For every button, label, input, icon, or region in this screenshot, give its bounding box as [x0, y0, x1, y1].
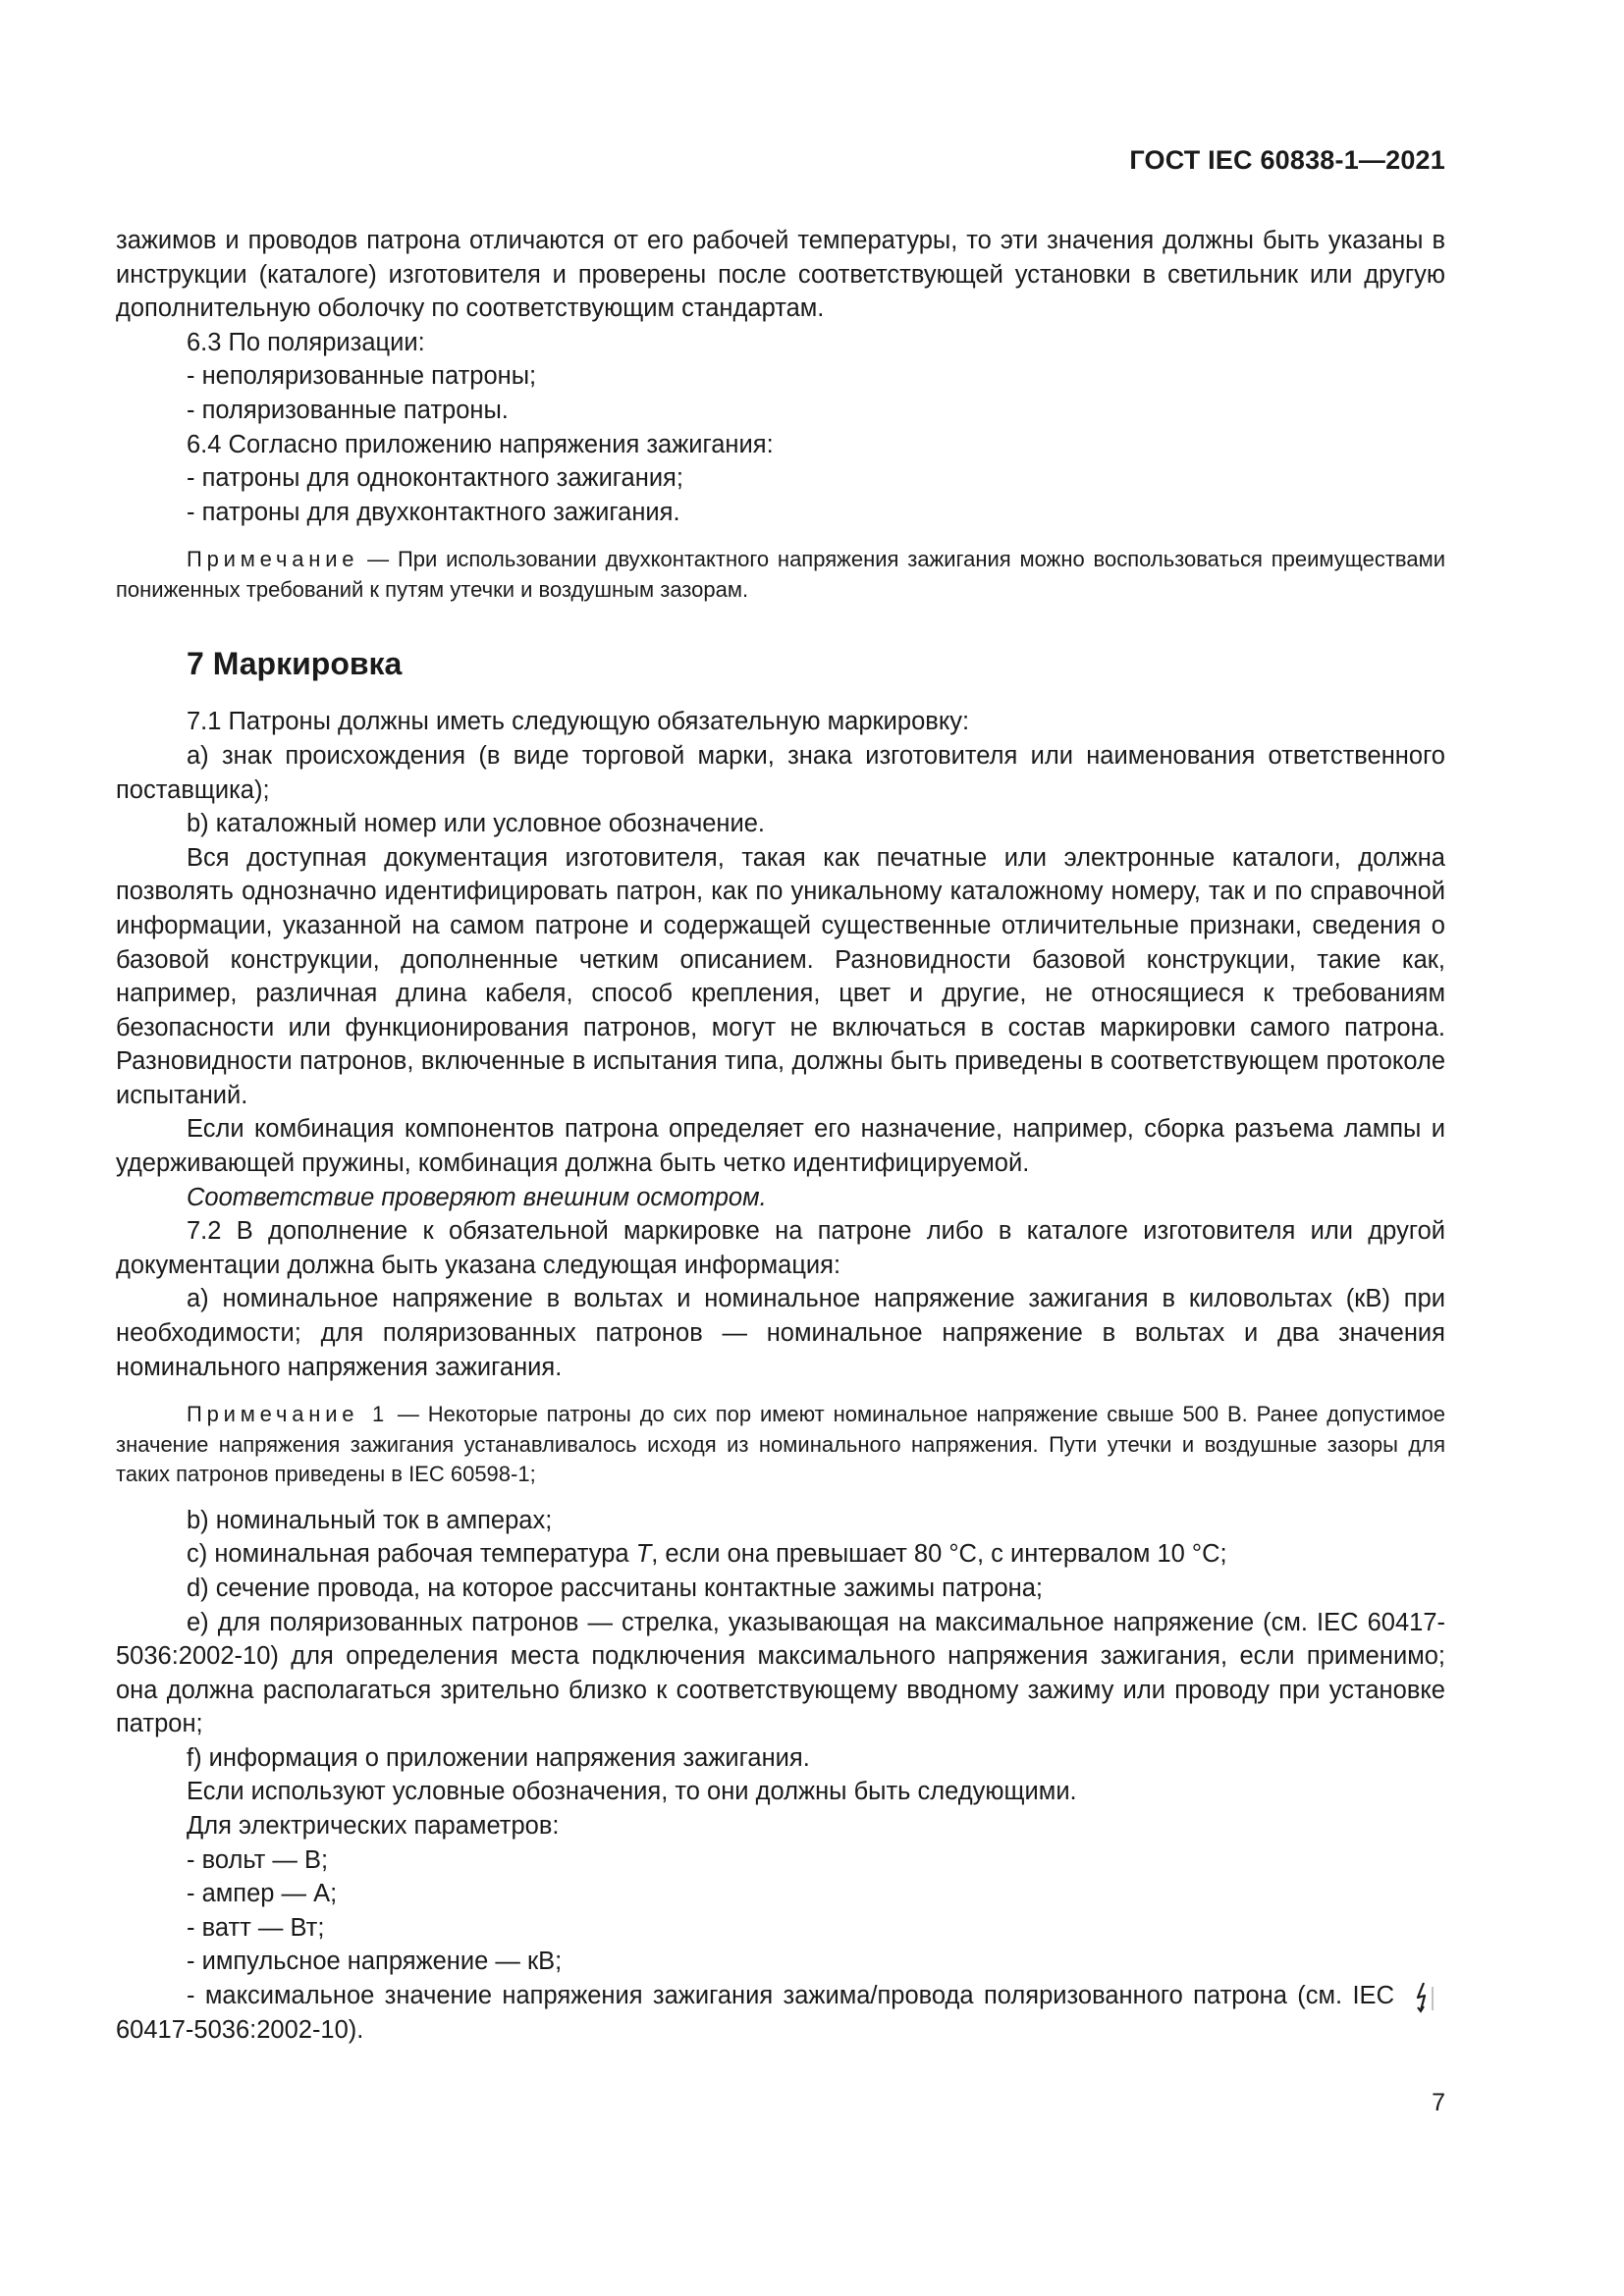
- list-item: - вольт — В;: [187, 1845, 329, 1874]
- list-item: - максимальное значение напряжения зажигания зажима/провода поляризованного патрона (см. IEC 60417-5036:2002-10).: [116, 1982, 1394, 2044]
- note-text: — Некоторые патроны до сих пор имеют номинальное напряжение свыше 500 В. Ранее допустимое значение напряжения зажигания устанавливалось исходя из номинального напряжения. Пути утечки и воздушные зазоры для таких патронов приведены в IEC 60598-1;: [116, 1402, 1445, 1487]
- clause-7-2: 7.2 В дополнение к обязательной маркировке на патроне либо в каталоге изготовителя или другой документации должна быть указана следующая информация:: [116, 1217, 1445, 1279]
- clause-6-4: 6.4 Согласно приложению напряжения зажигания:: [187, 430, 774, 458]
- list-item: - неполяризованные патроны;: [187, 362, 537, 391]
- paragraph-documentation: Вся доступная документация изготовителя, такая как печатные или электронные каталоги, должна позволять однозначно идентифицировать патрон, как по уникальному каталожному номеру, так и по справочной информации, указанной на самом патроне и содержащей существенные отличительные признаки, сведения о базовой конструкции, дополненные четким описанием. Разновидности базовой конструкции, такие как, например, различная длина кабеля, способ крепления, цвет и другие, не относящиеся к требованиям безопасности или функционирования патронов, могут не включаться в состав маркировки самого патрона. Разновидности патронов, включенные в испытания типа, должны быть приведены в соответствующем протоколе испытаний.: [116, 843, 1445, 1109]
- list-item: b) каталожный номер или условное обозначение.: [187, 810, 766, 838]
- paragraph-symbols: Если используют условные обозначения, то они должны быть следующими.: [187, 1778, 1077, 1806]
- section-heading-7: 7 Маркировка: [187, 646, 403, 682]
- list-item: c) номинальная рабочая температура T, если она превышает 80 °C, с интервалом 10 °C;: [187, 1540, 1227, 1569]
- list-item: - ампер — А;: [187, 1880, 338, 1908]
- list-item: d) сечение провода, на которое рассчитаны контактные зажимы патрона;: [187, 1574, 1044, 1602]
- list-item: b) номинальный ток в амперах;: [187, 1506, 553, 1534]
- paragraph-intro: зажимов и проводов патрона отличаются от его рабочей температуры, то эти значения должны быть указаны в инструкции (каталоге) изготовителя и проверены после соответствующей установки в светильник или другую дополнительную оболочку по соответствующим стандартам.: [116, 227, 1445, 323]
- list-item: - патроны для двухконтактного зажигания.: [187, 498, 680, 526]
- list-item: - поляризованные патроны.: [187, 396, 509, 424]
- document-header: ГОСТ IEC 60838-1—2021: [1129, 145, 1445, 175]
- page-number: 7: [1432, 2089, 1445, 2116]
- note-ignition: [116, 545, 1445, 605]
- note-voltage: [116, 1400, 1445, 1490]
- high-voltage-arrow-icon: [1410, 1981, 1437, 2014]
- note-text: — При использовании двухконтактного напряжения зажигания можно воспользоваться преимуществами пониженных требований к путям утечки и воздушным зазорам.: [116, 547, 1445, 602]
- clause-6-3: 6.3 По поляризации:: [187, 328, 425, 356]
- clause-7-1: 7.1 Патроны должны иметь следующую обязательную маркировку:: [187, 708, 970, 736]
- paragraph-electrical: Для электрических параметров:: [187, 1812, 560, 1841]
- list-item: a) знак происхождения (в виде торговой марки, знака изготовителя или наименования ответственного поставщика);: [116, 741, 1445, 804]
- list-item: f) информация о приложении напряжения зажигания.: [187, 1743, 810, 1772]
- list-item: - импульсное напряжение — кВ;: [187, 1948, 563, 1976]
- list-item: - ватт — Вт;: [187, 1913, 325, 1942]
- document-body: [116, 224, 1445, 2047]
- list-item: - патроны для одноконтактного зажигания;: [187, 464, 683, 493]
- note-label: Примечание 1: [187, 1402, 390, 1427]
- list-item: a) номинальное напряжение в вольтах и номинальное напряжение зажигания в киловольтах (кВ) при необходимости; для поляризованных патронов — номинальное напряжение в вольтах и два значения номинального напряжения зажигания.: [116, 1285, 1445, 1381]
- note-label: Примечание: [187, 547, 359, 572]
- list-item: e) для поляризованных патронов — стрелка, указывающая на максимальное напряжение (см. IEC 60417-5036:2002-10) для определения места подключения максимального напряжения зажигания, если применимо; она должна располагаться зрительно близко к соответствующему вводному зажиму или проводу при установке патрон;: [116, 1608, 1445, 1738]
- paragraph-compliance: Соответствие проверяют внешним осмотром.: [187, 1183, 767, 1211]
- list-item-max-voltage: [116, 1979, 1445, 2047]
- paragraph-combination: Если комбинация компонентов патрона определяет его назначение, например, сборка разъема лампы и удерживающей пружины, комбинация должна быть четко идентифицируемой.: [116, 1115, 1445, 1178]
